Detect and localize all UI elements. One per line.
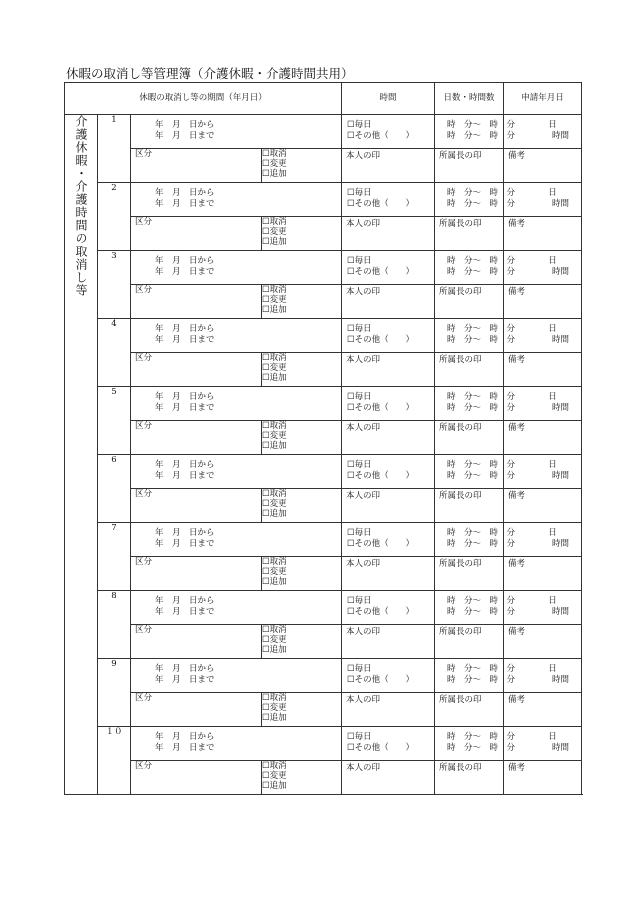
entry-row-top	[65, 727, 582, 761]
header-days: 日数・時間数	[435, 83, 504, 115]
days-cell[interactable]	[504, 659, 582, 693]
type-daily-checkbox[interactable]: ☐毎日	[347, 324, 372, 334]
note-cell[interactable]: 備考	[504, 149, 582, 183]
cancel-checkbox[interactable]: ☐取消	[262, 285, 287, 295]
entry-row-top	[65, 523, 582, 557]
entry-number: 8	[98, 591, 131, 659]
self-seal-cell[interactable]: 本人の印	[342, 353, 435, 387]
entry-row-bottom	[65, 421, 582, 455]
side-label-text: 介護休暇・介護時間の取消し等	[74, 115, 88, 297]
chief-seal-cell[interactable]: 所属長の印	[435, 353, 504, 387]
cancel-checkbox[interactable]: ☐取消	[262, 693, 287, 703]
type-cell[interactable]	[342, 727, 435, 761]
entry-row-bottom	[65, 761, 582, 795]
time-range-2: 時 分～ 時 分	[447, 131, 516, 141]
days-hours-label: 時間	[552, 267, 570, 277]
cancel-checkbox[interactable]: ☐取消	[262, 149, 287, 159]
entry-number: 9	[98, 659, 131, 727]
days-cell[interactable]	[504, 319, 582, 353]
time-range-1: 時 分～ 時 分	[447, 596, 516, 606]
days-cell[interactable]	[504, 455, 582, 489]
self-seal-cell[interactable]: 本人の印	[342, 489, 435, 523]
period-to: 年 月 日まで	[155, 743, 215, 753]
chief-seal-cell[interactable]: 所属長の印	[435, 217, 504, 251]
period-from: 年 月 日から	[155, 528, 215, 538]
days-hours-label: 時間	[552, 675, 570, 685]
time-range-2: 時 分～ 時 分	[447, 267, 516, 277]
page-title: 休暇の取消し等管理簿（介護休暇・介護時間共用）	[66, 66, 354, 81]
type-other-checkbox[interactable]: ☐その他（ ）	[347, 403, 415, 413]
change-checkbox[interactable]: ☐変更	[262, 227, 287, 237]
period-to: 年 月 日まで	[155, 539, 215, 549]
note-cell[interactable]: 備考	[504, 625, 582, 659]
self-seal-cell[interactable]: 本人の印	[342, 285, 435, 319]
kubun-label: 区分	[131, 217, 262, 251]
add-checkbox[interactable]: ☐追加	[262, 781, 287, 791]
days-hours-label: 時間	[552, 539, 570, 549]
type-cell[interactable]	[342, 591, 435, 625]
kubun-label: 区分	[131, 557, 262, 591]
note-cell[interactable]: 備考	[504, 353, 582, 387]
chief-seal-cell[interactable]: 所属長の印	[435, 489, 504, 523]
time-range-1: 時 分～ 時 分	[447, 120, 516, 130]
period-from: 年 月 日から	[155, 188, 215, 198]
entry-row-top	[65, 387, 582, 421]
time-cell[interactable]	[435, 251, 516, 285]
days-cell[interactable]	[504, 251, 582, 285]
change-checkbox[interactable]: ☐変更	[262, 703, 287, 713]
kubun-label: 区分	[131, 693, 262, 727]
days-day-label: 日	[548, 460, 557, 470]
kubun-options	[262, 421, 342, 455]
entry-row-bottom	[65, 353, 582, 387]
entry-number: １０	[98, 727, 131, 795]
time-range-2: 時 分～ 時 分	[447, 403, 516, 413]
period-to: 年 月 日まで	[155, 335, 215, 345]
change-checkbox[interactable]: ☐変更	[262, 295, 287, 305]
time-range-1: 時 分～ 時 分	[447, 528, 516, 538]
change-checkbox[interactable]: ☐変更	[262, 363, 287, 373]
period-cell[interactable]	[131, 659, 342, 693]
header-time: 時間	[342, 83, 435, 115]
period-to: 年 月 日まで	[155, 607, 215, 617]
time-range-1: 時 分～ 時 分	[447, 324, 516, 334]
days-day-label: 日	[548, 120, 557, 130]
type-cell[interactable]	[342, 115, 435, 149]
cancel-checkbox[interactable]: ☐取消	[262, 625, 287, 635]
time-cell[interactable]	[435, 183, 516, 217]
entry-number: 6	[98, 455, 131, 523]
chief-seal-cell[interactable]: 所属長の印	[435, 693, 504, 727]
time-cell[interactable]	[435, 319, 516, 353]
header-apply-date: 申請年月日	[504, 83, 582, 115]
add-checkbox[interactable]: ☐追加	[262, 577, 287, 587]
self-seal-cell[interactable]: 本人の印	[342, 217, 435, 251]
change-checkbox[interactable]: ☐変更	[262, 567, 287, 577]
time-range-2: 時 分～ 時 分	[447, 471, 516, 481]
type-other-checkbox[interactable]: ☐その他（ ）	[347, 199, 415, 209]
time-range-1: 時 分～ 時 分	[447, 664, 516, 674]
type-daily-checkbox[interactable]: ☐毎日	[347, 120, 372, 130]
days-day-label: 日	[548, 528, 557, 538]
time-range-1: 時 分～ 時 分	[447, 460, 516, 470]
days-hours-label: 時間	[552, 131, 570, 141]
note-cell[interactable]: 備考	[504, 761, 582, 795]
days-day-label: 日	[548, 324, 557, 334]
period-cell[interactable]	[131, 183, 342, 217]
type-daily-checkbox[interactable]: ☐毎日	[347, 528, 372, 538]
chief-seal-cell[interactable]: 所属長の印	[435, 149, 504, 183]
days-day-label: 日	[548, 664, 557, 674]
time-cell[interactable]	[435, 727, 516, 761]
days-day-label: 日	[548, 392, 557, 402]
type-cell[interactable]	[342, 387, 435, 421]
period-to: 年 月 日まで	[155, 131, 215, 141]
period-to: 年 月 日まで	[155, 199, 215, 209]
period-from: 年 月 日から	[155, 120, 215, 130]
chief-seal-cell[interactable]: 所属長の印	[435, 285, 504, 319]
period-from: 年 月 日から	[155, 460, 215, 470]
time-range-2: 時 分～ 時 分	[447, 539, 516, 549]
time-cell[interactable]	[435, 523, 516, 557]
days-hours-label: 時間	[552, 743, 570, 753]
days-cell[interactable]	[504, 387, 582, 421]
entry-row-bottom	[65, 217, 582, 251]
type-cell[interactable]	[342, 319, 435, 353]
type-other-checkbox[interactable]: ☐その他（ ）	[347, 267, 415, 277]
time-cell[interactable]	[435, 115, 516, 149]
cancel-checkbox[interactable]: ☐取消	[262, 761, 287, 771]
days-hours-label: 時間	[552, 199, 570, 209]
entry-row-top	[65, 455, 582, 489]
add-checkbox[interactable]: ☐追加	[262, 169, 287, 179]
type-daily-checkbox[interactable]: ☐毎日	[347, 460, 372, 470]
days-day-label: 日	[548, 256, 557, 266]
days-day-label: 日	[548, 188, 557, 198]
add-checkbox[interactable]: ☐追加	[262, 645, 287, 655]
time-cell[interactable]	[435, 591, 516, 625]
period-cell[interactable]	[131, 251, 342, 285]
time-range-2: 時 分～ 時 分	[447, 335, 516, 345]
cancel-checkbox[interactable]: ☐取消	[262, 489, 287, 499]
entry-number: 5	[98, 387, 131, 455]
kubun-options	[262, 557, 342, 591]
type-cell[interactable]	[342, 251, 435, 285]
type-cell[interactable]	[342, 659, 435, 693]
period-from: 年 月 日から	[155, 324, 215, 334]
days-cell[interactable]	[504, 523, 582, 557]
period-cell[interactable]	[131, 727, 342, 761]
type-daily-checkbox[interactable]: ☐毎日	[347, 188, 372, 198]
time-range-2: 時 分～ 時 分	[447, 199, 516, 209]
self-seal-cell[interactable]: 本人の印	[342, 761, 435, 795]
type-cell[interactable]	[342, 523, 435, 557]
entry-row-bottom	[65, 149, 582, 183]
add-checkbox[interactable]: ☐追加	[262, 237, 287, 247]
period-cell[interactable]	[131, 591, 342, 625]
type-other-checkbox[interactable]: ☐その他（ ）	[347, 539, 415, 549]
kubun-options	[262, 693, 342, 727]
time-range-1: 時 分～ 時 分	[447, 188, 516, 198]
period-from: 年 月 日から	[155, 732, 215, 742]
time-cell[interactable]	[435, 659, 516, 693]
kubun-options	[262, 285, 342, 319]
kubun-options	[262, 489, 342, 523]
note-cell[interactable]: 備考	[504, 557, 582, 591]
type-daily-checkbox[interactable]: ☐毎日	[347, 732, 372, 742]
entry-number: 3	[98, 251, 131, 319]
note-cell[interactable]: 備考	[504, 693, 582, 727]
kubun-options	[262, 625, 342, 659]
note-cell[interactable]: 備考	[504, 489, 582, 523]
type-daily-checkbox[interactable]: ☐毎日	[347, 392, 372, 402]
kubun-label: 区分	[131, 353, 262, 387]
cancel-checkbox[interactable]: ☐取消	[262, 217, 287, 227]
entry-row-top	[65, 251, 582, 285]
period-to: 年 月 日まで	[155, 267, 215, 277]
kubun-label: 区分	[131, 761, 262, 795]
kubun-label: 区分	[131, 149, 262, 183]
entry-number: 4	[98, 319, 131, 387]
kubun-options	[262, 217, 342, 251]
period-cell[interactable]	[131, 387, 342, 421]
type-cell[interactable]	[342, 455, 435, 489]
period-to: 年 月 日まで	[155, 471, 215, 481]
type-other-checkbox[interactable]: ☐その他（ ）	[347, 131, 415, 141]
self-seal-cell[interactable]: 本人の印	[342, 421, 435, 455]
add-checkbox[interactable]: ☐追加	[262, 305, 287, 315]
entry-number: 1	[98, 115, 131, 183]
change-checkbox[interactable]: ☐変更	[262, 431, 287, 441]
entry-row-bottom	[65, 557, 582, 591]
type-daily-checkbox[interactable]: ☐毎日	[347, 256, 372, 266]
kubun-label: 区分	[131, 421, 262, 455]
period-to: 年 月 日まで	[155, 675, 215, 685]
type-other-checkbox[interactable]: ☐その他（ ）	[347, 607, 415, 617]
chief-seal-cell[interactable]: 所属長の印	[435, 625, 504, 659]
entry-row-bottom	[65, 625, 582, 659]
change-checkbox[interactable]: ☐変更	[262, 499, 287, 509]
time-range-1: 時 分～ 時 分	[447, 732, 516, 742]
days-day-label: 日	[548, 732, 557, 742]
time-range-2: 時 分～ 時 分	[447, 743, 516, 753]
time-range-2: 時 分～ 時 分	[447, 607, 516, 617]
entry-row-bottom	[65, 693, 582, 727]
note-cell[interactable]: 備考	[504, 217, 582, 251]
add-checkbox[interactable]: ☐追加	[262, 509, 287, 519]
entry-row-top	[65, 319, 582, 353]
days-hours-label: 時間	[552, 471, 570, 481]
chief-seal-cell[interactable]: 所属長の印	[435, 421, 504, 455]
period-cell[interactable]	[131, 115, 342, 149]
days-day-label: 日	[548, 596, 557, 606]
days-hours-label: 時間	[552, 607, 570, 617]
kubun-options	[262, 149, 342, 183]
chief-seal-cell[interactable]: 所属長の印	[435, 557, 504, 591]
header-row	[65, 83, 582, 115]
change-checkbox[interactable]: ☐変更	[262, 159, 287, 169]
days-cell[interactable]	[504, 115, 582, 149]
kubun-options	[262, 353, 342, 387]
time-range-1: 時 分～ 時 分	[447, 256, 516, 266]
type-other-checkbox[interactable]: ☐その他（ ）	[347, 471, 415, 481]
time-cell[interactable]	[435, 387, 516, 421]
type-other-checkbox[interactable]: ☐その他（ ）	[347, 675, 415, 685]
self-seal-cell[interactable]: 本人の印	[342, 557, 435, 591]
period-from: 年 月 日から	[155, 664, 215, 674]
time-cell[interactable]	[435, 455, 516, 489]
days-cell[interactable]	[504, 591, 582, 625]
days-cell[interactable]	[504, 183, 582, 217]
add-checkbox[interactable]: ☐追加	[262, 373, 287, 383]
kubun-label: 区分	[131, 625, 262, 659]
type-cell[interactable]	[342, 183, 435, 217]
self-seal-cell[interactable]: 本人の印	[342, 149, 435, 183]
side-label	[65, 115, 98, 795]
chief-seal-cell[interactable]: 所属長の印	[435, 761, 504, 795]
period-from: 年 月 日から	[155, 392, 215, 402]
leave-cancellation-ledger	[64, 82, 582, 795]
period-from: 年 月 日から	[155, 256, 215, 266]
add-checkbox[interactable]: ☐追加	[262, 441, 287, 451]
self-seal-cell[interactable]: 本人の印	[342, 625, 435, 659]
entry-number: 7	[98, 523, 131, 591]
entry-row-top	[65, 183, 582, 217]
days-hours-label: 時間	[552, 403, 570, 413]
change-checkbox[interactable]: ☐変更	[262, 635, 287, 645]
cancel-checkbox[interactable]: ☐取消	[262, 421, 287, 431]
type-daily-checkbox[interactable]: ☐毎日	[347, 664, 372, 674]
entry-row-bottom	[65, 489, 582, 523]
period-to: 年 月 日まで	[155, 403, 215, 413]
days-hours-label: 時間	[552, 335, 570, 345]
add-checkbox[interactable]: ☐追加	[262, 713, 287, 723]
entry-row-bottom	[65, 285, 582, 319]
kubun-options	[262, 761, 342, 795]
change-checkbox[interactable]: ☐変更	[262, 771, 287, 781]
cancel-checkbox[interactable]: ☐取消	[262, 557, 287, 567]
entry-number: 2	[98, 183, 131, 251]
type-other-checkbox[interactable]: ☐その他（ ）	[347, 743, 415, 753]
time-range-1: 時 分～ 時 分	[447, 392, 516, 402]
note-cell[interactable]: 備考	[504, 421, 582, 455]
cancel-checkbox[interactable]: ☐取消	[262, 353, 287, 363]
period-cell[interactable]	[131, 455, 342, 489]
header-period: 休暇の取消し等の期間（年月日）	[65, 83, 342, 115]
days-cell[interactable]	[504, 727, 582, 761]
entry-row-top	[65, 115, 582, 149]
time-range-2: 時 分～ 時 分	[447, 675, 516, 685]
entry-row-top	[65, 659, 582, 693]
type-other-checkbox[interactable]: ☐その他（ ）	[347, 335, 415, 345]
period-from: 年 月 日から	[155, 596, 215, 606]
entry-row-top	[65, 591, 582, 625]
self-seal-cell[interactable]: 本人の印	[342, 693, 435, 727]
kubun-label: 区分	[131, 285, 262, 319]
note-cell[interactable]: 備考	[504, 285, 582, 319]
type-daily-checkbox[interactable]: ☐毎日	[347, 596, 372, 606]
period-cell[interactable]	[131, 319, 342, 353]
period-cell[interactable]	[131, 523, 342, 557]
kubun-label: 区分	[131, 489, 262, 523]
